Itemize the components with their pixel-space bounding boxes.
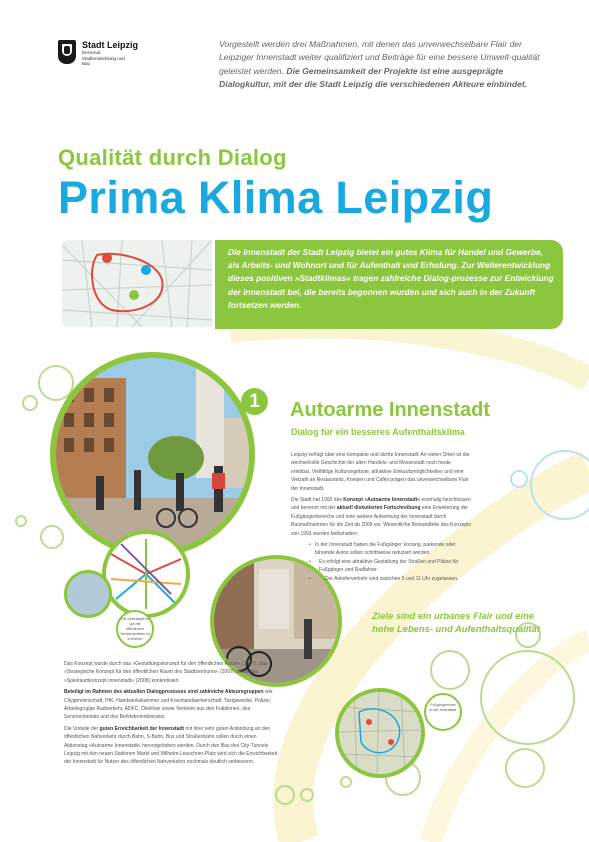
intro-text: Vorgestellt werden drei Maßnahmen, mit denen das unverwechselbare Flair der Leipziger Innenstadt weiter qualifiziert und Beiträge für eine bessere Umwelt-qualität geleistet werden. Die Gemeinsamkeit der Projekte ist eine ausgeprägte Dialogkultur, mit der die Stadt Leipzig die verschiedenen Akteure einbindet. — [219, 39, 540, 90]
deco-ring — [15, 515, 27, 527]
highlight-quote: Ziele sind ein urbanes Flair und eine hohe Lebens- und Aufenthaltsqualität — [372, 610, 540, 635]
section-subtitle: Dialog für ein besseres Aufenthaltsklima — [291, 427, 465, 437]
deco-ring — [505, 748, 545, 788]
map-caption: Fußgängerzone in der Innenstadt — [429, 703, 457, 712]
street-photo — [50, 352, 255, 557]
paragraph: Leipzig verfügt über eine kompakte und dichte Innenstadt. An vielen Orten ist die wechselvolle Geschichte der alten Handels- und Messestadt noch heute erlebbar. Vielfältige Kulturangebote, attraktive Einkaufsmöglichkeiten und eine Vielzahl an Restaurants, Kneipen und Cafés prägen das unverwechselbare Flair der Innenstadt. — [291, 452, 470, 492]
deco-ring — [430, 650, 470, 690]
lower-body — [64, 660, 279, 770]
section-body — [291, 451, 471, 586]
section-number: 1 — [241, 388, 268, 415]
deco-ring — [40, 525, 64, 549]
deco-ring — [530, 450, 589, 520]
deco-ring — [22, 395, 38, 411]
city-crest-icon — [58, 40, 76, 64]
logo-subtitle: Dezernat Stadtentwicklung und Bau — [82, 50, 125, 66]
paragraph: Die Vorteile der guten Erreichbarkeit der Innenstadt mit ihrer sehr guten Anbindung an den öffentlichen Nahverkehr durch Bahn, S-Bahn, Bus und Straßenbahn sollen durch einen Aktionstag »Autoarme Innenstadt« hervorgehoben werden. Durch den Bau des City-Tunnels Leipzig mit den neuen Stationen Markt und Wilhelm-Leuschner-Platz wird sich die Erreichbarkeit der Innenstadt für Nutzer des öffentlichen Nahverkehrs nochmals deutlich verbessern. — [64, 725, 278, 766]
section-title: Autoarme Innenstadt — [290, 399, 491, 421]
transit-network-map — [102, 530, 190, 618]
deco-ring — [340, 776, 352, 788]
list-item: • In der Innenstadt haben die Fußgänger Vorrang, parkende oder fahrende Autos sollen schrittweise reduziert werden. — [309, 541, 471, 558]
bullet-list — [291, 541, 471, 583]
paragraph: Das Konzept wurde durch das »Gestaltungskonzept für den öffentlichen Raum« (1997), das »Strategische Konzept für den öffentlichen Raum des Stadtzentrums« (2007) sowie das »Spielraumkonzept Innenstadt« (2008) konkretisiert. — [64, 661, 268, 684]
city-map-thumbnail — [62, 240, 212, 327]
deco-ring — [510, 470, 528, 488]
kicker-heading: Qualität durch Dialog — [58, 145, 287, 170]
aerial-map-photo — [335, 688, 425, 778]
deco-ring — [275, 785, 295, 805]
paragraph: Beteiligt im Rahmen des aktuellen Dialogprozesses sind zahlreiche Akteursgruppen wie Citygemeinschaft, IHK, Handwerkskammer und Kreishandwerkerschaft, Taxigewerbe, Polizei, Arbeitsgruppe Radverkehr, ADFC, Ökolöwe sowie Vertreter aus den Fraktionen, des Seniorenbeirats und des Behindertenbeirates. — [64, 689, 273, 721]
list-item: • Es erfolgt eine attraktive Gestaltung der Straßen und Plätze für Fußgänger und Radfahrer. — [309, 558, 471, 575]
city-logo — [58, 40, 138, 67]
logo-name: Stadt Leipzig — [82, 40, 138, 50]
tram-photo — [64, 570, 112, 618]
banner-text: Die Innenstadt der Stadt Leipzig bietet ein gutes Klima für Handel und Gewerbe, als Arbeits- und Wohnort und für Aufenthalt und Erholung. Zur Weiterentwicklung dieses positiven »Stadtklimas« tragen zahlreiche Dialog-prozesse zur Entwicklung der Innenstadt bei, die bereits begonnen wurden und sich auch in der Zukunft fortsetzen werden. — [228, 247, 554, 310]
main-title: Prima Klima Leipzig — [58, 172, 494, 223]
transit-caption: Die Innenstadt ist gut mit öffentlichen Verkehrsmitteln zu erreichen — [120, 617, 150, 641]
deco-ring — [480, 650, 575, 745]
list-item: • Der Anlieferverkehr wird zwischen 5 und 11 Uhr zugelassen. — [309, 575, 471, 583]
deco-ring — [300, 788, 314, 802]
paragraph: Die Stadt hat 1993 das Konzept »Autoarme Innenstadt« erstmalig beschlossen und benennt mit der aktuell diskutierten Fortschreibung eine Erweiterung der Fußgängerbereiche und eine weitere Aufwertung der Innenstadt durch Baumaßnahmen für die Zeit ab 2009 vor. Wesentliche Bestandteile des Konzepts von 1993 wurden beibehalten: — [291, 497, 472, 537]
